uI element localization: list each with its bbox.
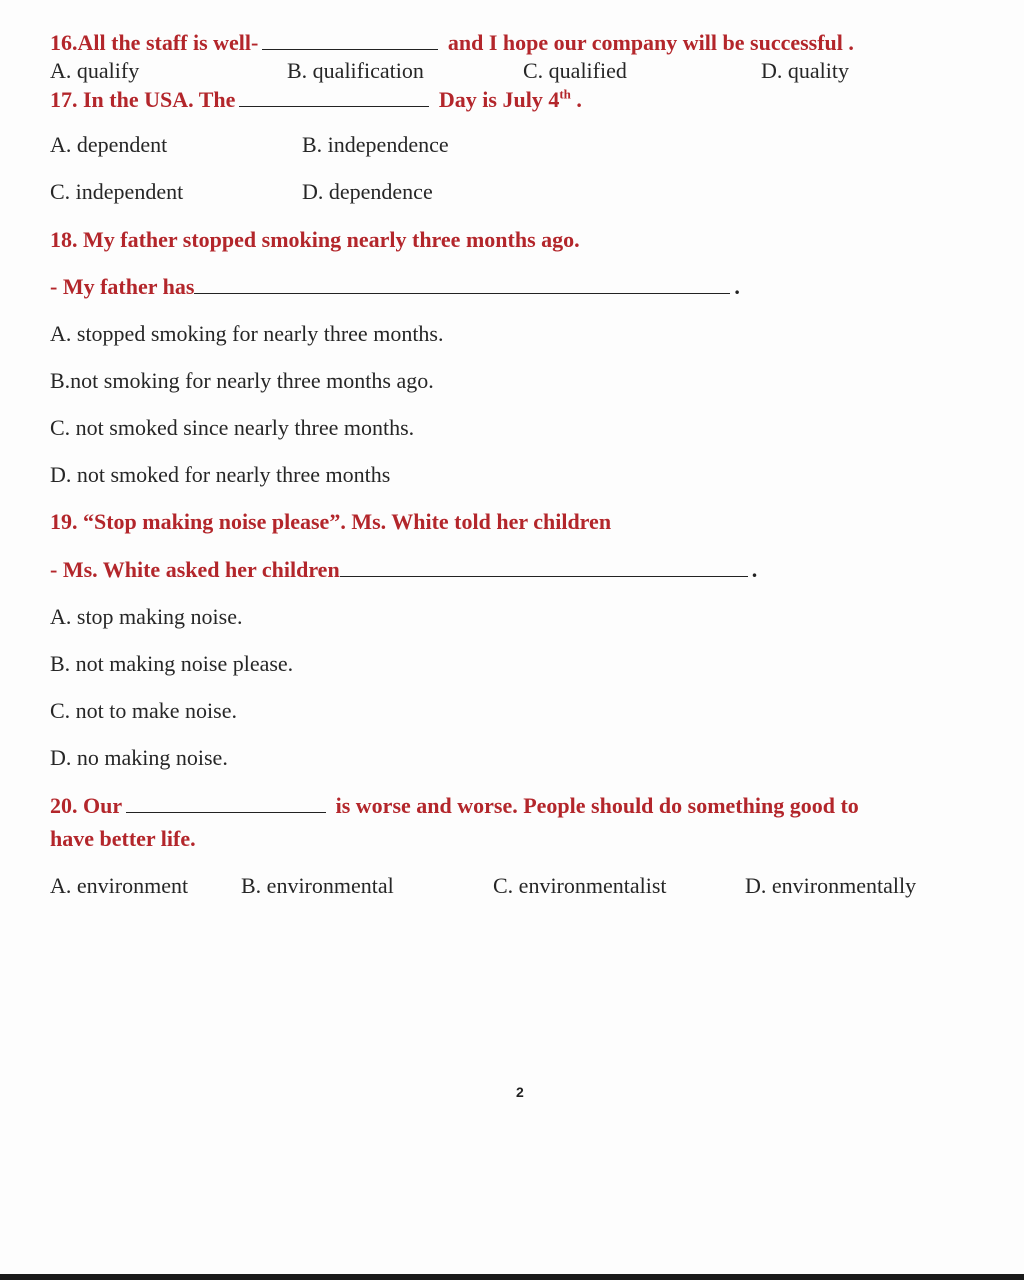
question-17-text-after: Day is July 4: [438, 87, 560, 112]
question-16-text-after: and I hope our company will be successful .: [447, 30, 854, 55]
answer-blank-19[interactable]: [340, 556, 748, 577]
question-19-end: .: [751, 557, 758, 582]
option-17a[interactable]: A. dependent: [50, 132, 168, 157]
option-16c[interactable]: C. qualified: [523, 58, 627, 83]
question-19-rewrite-text: - Ms. White asked her children: [50, 557, 340, 582]
option-19c[interactable]: C. not to make noise.: [50, 698, 237, 723]
answer-blank-16[interactable]: [262, 29, 438, 50]
option-18c[interactable]: C. not smoked since nearly three months.: [50, 415, 415, 440]
option-18a[interactable]: A. stopped smoking for nearly three months.: [50, 321, 444, 346]
question-20-text-before: 20. Our: [50, 793, 123, 818]
question-18-rewrite: [50, 273, 740, 301]
question-19-rewrite: [50, 556, 757, 584]
option-16d[interactable]: D. quality: [761, 58, 849, 83]
option-16a[interactable]: A. qualify: [50, 58, 140, 83]
option-20c[interactable]: C. environmentalist: [493, 873, 667, 898]
question-20-line2: have better life.: [50, 826, 196, 851]
question-17-text-before: 17. In the USA. The: [50, 87, 236, 112]
question-17-end: .: [570, 87, 582, 112]
option-18b[interactable]: B.not smoking for nearly three months ago.: [50, 368, 434, 393]
question-18-end: .: [734, 274, 740, 299]
question-19-prompt: 19. “Stop making noise please”. Ms. White told her children: [50, 509, 612, 534]
option-17c[interactable]: C. independent: [50, 179, 184, 204]
question-18-rewrite-text: - My father has: [50, 274, 195, 299]
question-16-text-before: 16.All the staff is well-: [50, 30, 259, 55]
option-20d[interactable]: D. environmentally: [745, 873, 917, 898]
question-17: [50, 86, 582, 114]
question-16: [50, 29, 854, 57]
answer-blank-20[interactable]: [126, 792, 326, 813]
bottom-border: [0, 1274, 1024, 1280]
option-18d[interactable]: D. not smoked for nearly three months: [50, 462, 391, 487]
question-18-prompt: 18. My father stopped smoking nearly three months ago.: [50, 227, 580, 252]
question-20-text-after: is worse and worse. People should do something good to: [335, 793, 859, 818]
page-number: 2: [516, 1084, 524, 1100]
answer-blank-17[interactable]: [239, 86, 429, 107]
option-16b[interactable]: B. qualification: [287, 58, 424, 83]
option-17d[interactable]: D. dependence: [302, 179, 433, 204]
option-19b[interactable]: B. not making noise please.: [50, 651, 294, 676]
option-19a[interactable]: A. stop making noise.: [50, 604, 243, 629]
option-20b[interactable]: B. environmental: [241, 873, 394, 898]
question-17-superscript: th: [559, 86, 571, 102]
answer-blank-18[interactable]: [194, 273, 730, 294]
option-19d[interactable]: D. no making noise.: [50, 745, 228, 770]
option-17b[interactable]: B. independence: [302, 132, 449, 157]
question-20: [50, 792, 859, 820]
option-20a[interactable]: A. environment: [50, 873, 189, 898]
